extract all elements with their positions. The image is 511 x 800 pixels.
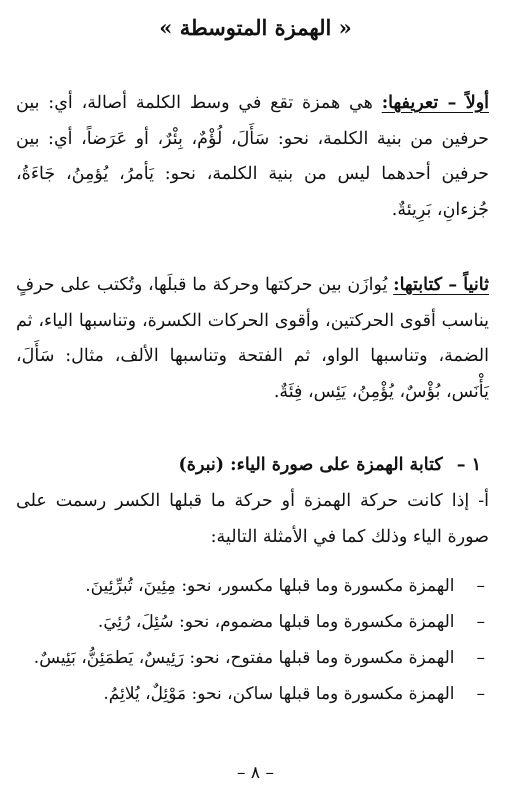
- bullet-marker: –: [476, 576, 485, 596]
- bullet-marker: –: [476, 648, 485, 668]
- examples-list: [16, 568, 485, 712]
- list-item-text: الهمزة مكسورة وما قبلها مضموم، نحو: سُئِلَ، رُئِيَ.: [97, 612, 455, 632]
- definition-lead: أولاً – تعريفها:: [381, 93, 490, 113]
- list-item-text: الهمزة مكسورة وما قبلها مفتوح، نحو: رَئِيسٌ، يَطمَئِنُّ، بَئِيسٌ.: [33, 648, 455, 668]
- definition-text: هي همزة تقع في وسط الكلمة أصالة، أي: بين حرفين من بنية الكلمة، نحو: سَأَلَ، لُؤْمٌ، بِئْرٌ، أو عَرَضاً، أي: بين حرفين أحدهما ليس من بنية الكلمة، نحو: يَأمرُ، يُؤمِنُ، جَاءَةُ، جُزءانِ، بَرِيئةٌ.: [16, 93, 489, 220]
- writing-lead: ثانياً – كتابتها:: [393, 275, 489, 295]
- page-number: – ٨ –: [237, 763, 274, 783]
- list-item: [16, 568, 485, 604]
- list-item: [16, 640, 485, 676]
- page-title: « الهمزة المتوسطة »: [159, 15, 352, 40]
- bullet-marker: –: [476, 684, 485, 704]
- subheading: [179, 447, 482, 483]
- rule-paragraph: أ- إذا كانت حركة الهمزة أو حركة ما قبلها الكسر رسمت على صورة الياء وذلك كما في الأمثلة التالية:: [16, 491, 489, 547]
- bullet-marker: –: [476, 612, 485, 632]
- definition-paragraph: [16, 86, 489, 228]
- subheading-number: ١ –: [456, 455, 481, 475]
- list-item-text: الهمزة مكسورة وما قبلها ساكن، نحو: مَوْئِلٌ، يُلائِمُ.: [103, 684, 455, 704]
- writing-paragraph: [16, 268, 489, 410]
- list-item: [16, 604, 485, 640]
- list-item: [16, 676, 485, 712]
- list-item-text: الهمزة مكسورة وما قبلها مكسور، نحو: مِئِينَ، تُبرِّئِينَ.: [85, 576, 455, 596]
- writing-text: يُوازَن بين حركتها وحركة ما قبلَها، وتُكتب على حرفٍ يناسب أقوى الحركتين، وأقوى الحركات الكسرة، وتناسبها الياء، ثم الضمة، وتناسبها الواو، ثم الفتحة وتناسبها الألف، مثال: سَأَلَ، يَأْنَس، بُؤْسٌ، يُؤْمِنُ، يَئِس، فِئَةٌ.: [16, 275, 489, 402]
- subheading-text: كتابة الهمزة على صورة الياء: (نبرة): [178, 455, 443, 475]
